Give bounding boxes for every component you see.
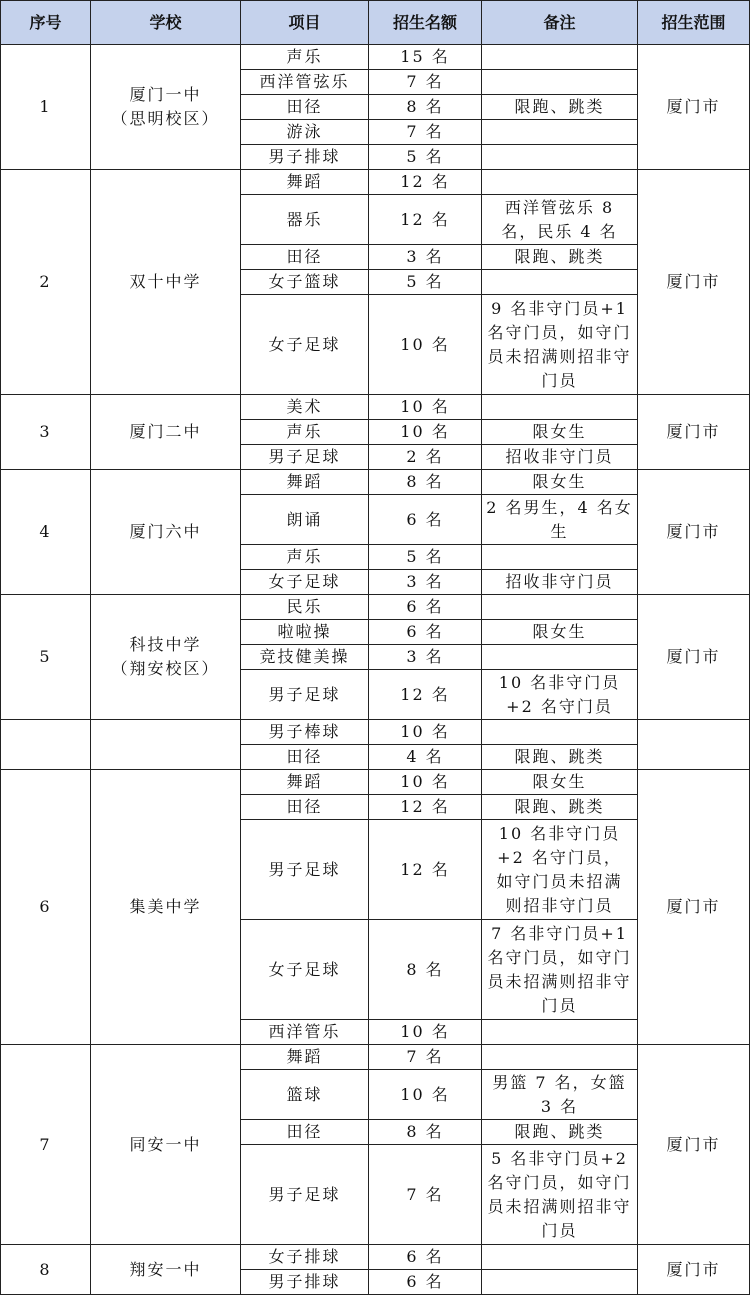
cell-quota: 6 名 [369, 620, 482, 645]
cell-quota: 3 名 [369, 245, 482, 270]
cell-quota: 7 名 [369, 70, 482, 95]
cell-item: 田径 [241, 795, 369, 820]
cell-quota: 10 名 [369, 295, 482, 395]
cell-note [482, 270, 638, 295]
cell-item: 竞技健美操 [241, 645, 369, 670]
cell-item: 啦啦操 [241, 620, 369, 645]
cell-school: 厦门二中 [91, 395, 241, 470]
cell-item: 西洋管弦乐 [241, 70, 369, 95]
cell-quota: 8 名 [369, 95, 482, 120]
cell-quota: 10 名 [369, 420, 482, 445]
cell-item: 男子足球 [241, 445, 369, 470]
cell-item: 声乐 [241, 420, 369, 445]
cell-item: 田径 [241, 245, 369, 270]
cell-quota: 12 名 [369, 820, 482, 920]
cell-no: 3 [1, 395, 91, 470]
cell-no: 1 [1, 45, 91, 170]
table-row [1, 1045, 750, 1070]
cell-no: 7 [1, 1045, 91, 1245]
cell-note [482, 45, 638, 70]
cell-quota: 8 名 [369, 1120, 482, 1145]
cell-quota: 6 名 [369, 495, 482, 545]
cell-item: 游泳 [241, 120, 369, 145]
cell-note [482, 70, 638, 95]
cell-quota: 12 名 [369, 195, 482, 245]
cell-school: 同安一中 [91, 1045, 241, 1245]
cell-quota: 5 名 [369, 270, 482, 295]
cell-range: 厦门市 [638, 595, 750, 720]
cell-note: 限跑、跳类 [482, 745, 638, 770]
table-body [1, 45, 750, 1295]
cell-quota: 10 名 [369, 720, 482, 745]
cell-item: 田径 [241, 95, 369, 120]
cell-note: 限跑、跳类 [482, 95, 638, 120]
cell-item: 田径 [241, 1120, 369, 1145]
cell-item: 女子足球 [241, 570, 369, 595]
table-row [1, 595, 750, 620]
cell-range: 厦门市 [638, 1245, 750, 1295]
cell-quota: 3 名 [369, 645, 482, 670]
cell-item: 西洋管乐 [241, 1020, 369, 1045]
cell-note [482, 395, 638, 420]
cell-range: 厦门市 [638, 1045, 750, 1245]
cell-note [482, 170, 638, 195]
cell-quota: 10 名 [369, 395, 482, 420]
cell-school: 科技中学 （翔安校区） [91, 595, 241, 720]
cell-note: 10 名非守门员 +2 名守门员 [482, 670, 638, 720]
cell-note: 限跑、跳类 [482, 1120, 638, 1145]
cell-item: 舞蹈 [241, 470, 369, 495]
cell-quota: 7 名 [369, 1145, 482, 1245]
cell-note: 限女生 [482, 770, 638, 795]
cell-item: 舞蹈 [241, 1045, 369, 1070]
cell-no: 4 [1, 470, 91, 595]
cell-note: 限跑、跳类 [482, 795, 638, 820]
header-note: 备注 [482, 1, 638, 45]
cell-quota: 15 名 [369, 45, 482, 70]
cell-item: 声乐 [241, 45, 369, 70]
cell-item: 女子足球 [241, 295, 369, 395]
cell-no: 6 [1, 770, 91, 1045]
cell-school [91, 720, 241, 770]
cell-quota: 4 名 [369, 745, 482, 770]
cell-quota: 6 名 [369, 595, 482, 620]
cell-quota: 8 名 [369, 470, 482, 495]
cell-note [482, 1045, 638, 1070]
cell-note [482, 720, 638, 745]
cell-item: 男子足球 [241, 670, 369, 720]
cell-note: 7 名非守门员+1 名守门员，如守门员未招满则招非守门员 [482, 920, 638, 1020]
cell-item: 民乐 [241, 595, 369, 620]
cell-item: 男子排球 [241, 1270, 369, 1295]
cell-school: 厦门一中 （思明校区） [91, 45, 241, 170]
cell-note: 限跑、跳类 [482, 245, 638, 270]
cell-item: 声乐 [241, 545, 369, 570]
cell-quota: 5 名 [369, 145, 482, 170]
cell-item: 男子棒球 [241, 720, 369, 745]
cell-quota: 7 名 [369, 120, 482, 145]
cell-item: 女子排球 [241, 1245, 369, 1270]
cell-range [638, 720, 750, 770]
cell-note: 10 名非守门员 +2 名守门员， 如守门员未招满 则招非守门员 [482, 820, 638, 920]
cell-school: 厦门六中 [91, 470, 241, 595]
cell-note: 限女生 [482, 470, 638, 495]
cell-note: 男篮 7 名，女篮 3 名 [482, 1070, 638, 1120]
cell-range: 厦门市 [638, 170, 750, 395]
cell-note [482, 1270, 638, 1295]
header-school: 学校 [91, 1, 241, 45]
cell-item: 女子足球 [241, 920, 369, 1020]
cell-item: 舞蹈 [241, 170, 369, 195]
cell-quota: 12 名 [369, 170, 482, 195]
cell-item: 男子足球 [241, 820, 369, 920]
cell-note: 9 名非守门员+1 名守门员，如守门员未招满则招非守门员 [482, 295, 638, 395]
cell-note: 招收非守门员 [482, 445, 638, 470]
cell-item: 朗诵 [241, 495, 369, 545]
cell-quota: 10 名 [369, 1070, 482, 1120]
cell-note [482, 120, 638, 145]
cell-no: 8 [1, 1245, 91, 1295]
cell-item: 男子排球 [241, 145, 369, 170]
table-row [1, 1245, 750, 1270]
cell-school: 集美中学 [91, 770, 241, 1045]
header-range: 招生范围 [638, 1, 750, 45]
cell-item: 美术 [241, 395, 369, 420]
table-row [1, 45, 750, 70]
header-row [1, 1, 750, 45]
cell-note [482, 545, 638, 570]
cell-quota: 8 名 [369, 920, 482, 1020]
cell-item: 舞蹈 [241, 770, 369, 795]
table-row [1, 720, 750, 745]
header-item: 项目 [241, 1, 369, 45]
cell-quota: 12 名 [369, 670, 482, 720]
cell-quota: 10 名 [369, 1020, 482, 1045]
cell-item: 篮球 [241, 1070, 369, 1120]
cell-quota: 2 名 [369, 445, 482, 470]
header-no: 序号 [1, 1, 91, 45]
table-row [1, 395, 750, 420]
cell-item: 田径 [241, 745, 369, 770]
cell-school: 翔安一中 [91, 1245, 241, 1295]
table-row [1, 170, 750, 195]
cell-note [482, 645, 638, 670]
cell-note [482, 1020, 638, 1045]
cell-quota: 10 名 [369, 770, 482, 795]
cell-range: 厦门市 [638, 45, 750, 170]
cell-range: 厦门市 [638, 470, 750, 595]
cell-item: 男子足球 [241, 1145, 369, 1245]
cell-quota: 7 名 [369, 1045, 482, 1070]
cell-no: 2 [1, 170, 91, 395]
cell-note: 招收非守门员 [482, 570, 638, 595]
cell-item: 器乐 [241, 195, 369, 245]
cell-note: 5 名非守门员+2 名守门员，如守门员未招满则招非守门员 [482, 1145, 638, 1245]
cell-note [482, 595, 638, 620]
cell-school: 双十中学 [91, 170, 241, 395]
cell-note: 西洋管弦乐 8 名，民乐 4 名 [482, 195, 638, 245]
cell-range: 厦门市 [638, 770, 750, 1045]
table-row [1, 770, 750, 795]
cell-note: 限女生 [482, 420, 638, 445]
cell-quota: 3 名 [369, 570, 482, 595]
cell-note [482, 1245, 638, 1270]
cell-quota: 6 名 [369, 1270, 482, 1295]
cell-quota: 5 名 [369, 545, 482, 570]
cell-quota: 12 名 [369, 795, 482, 820]
cell-note: 2 名男生，4 名女生 [482, 495, 638, 545]
cell-no: 5 [1, 595, 91, 720]
cell-note: 限女生 [482, 620, 638, 645]
cell-quota: 6 名 [369, 1245, 482, 1270]
table-row [1, 470, 750, 495]
header-quota: 招生名额 [369, 1, 482, 45]
cell-item: 女子篮球 [241, 270, 369, 295]
cell-note [482, 145, 638, 170]
cell-no [1, 720, 91, 770]
cell-range: 厦门市 [638, 395, 750, 470]
